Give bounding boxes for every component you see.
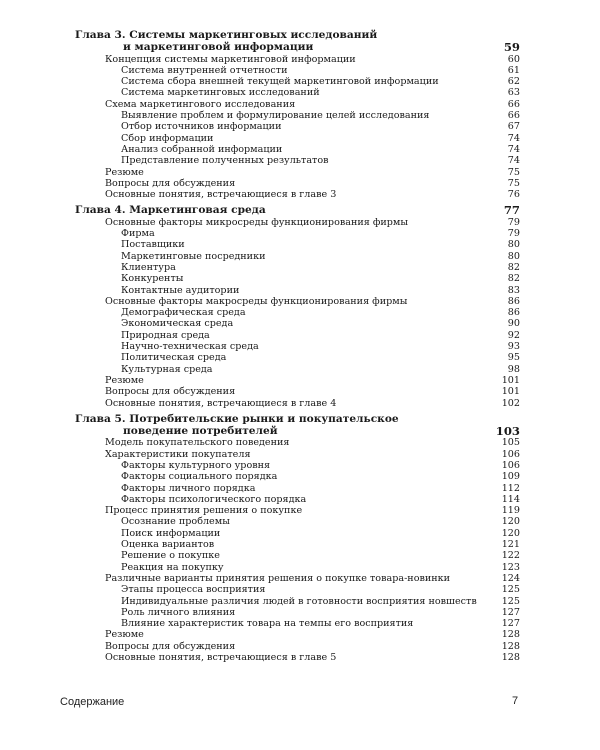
toc-entry <box>75 251 520 262</box>
toc-entry-title: Основные понятия, встречающиеся в главе 5 <box>105 652 337 664</box>
toc-entry <box>75 471 520 482</box>
toc-entry <box>75 607 520 618</box>
toc-entry-page: 120 <box>501 527 520 539</box>
toc-entry <box>75 596 520 607</box>
toc-entry-title: Научно-техническая среда <box>121 341 259 353</box>
toc-entry-page: 125 <box>501 584 520 596</box>
toc-entry-page: 79 <box>507 216 520 228</box>
toc-entry-title: Основные понятия, встречающиеся в главе 3 <box>105 189 337 201</box>
toc-entry-title: Резюме <box>105 629 144 641</box>
toc-entry-title: Поиск информации <box>121 527 221 539</box>
toc-entry-page: 82 <box>507 261 520 273</box>
toc-entry-page: 124 <box>501 572 520 584</box>
toc-entry <box>75 494 520 505</box>
toc-entry-title: Осознание проблемы <box>121 516 230 528</box>
toc-entry-title: Отбор источников информации <box>121 121 282 133</box>
toc-entry-title: Маркетинговые посредники <box>121 250 266 262</box>
toc-entry-title: Резюме <box>105 166 144 178</box>
toc-entry-page: 80 <box>507 250 520 262</box>
chapter-heading <box>75 425 520 437</box>
toc-entry <box>75 133 520 144</box>
toc-entry <box>75 516 520 527</box>
toc-entry-page: 127 <box>501 618 520 630</box>
toc-entry-title: Факторы социального порядка <box>121 471 278 483</box>
toc-entry-page: 63 <box>507 87 520 99</box>
toc-entry-title: Поставщики <box>121 239 185 251</box>
toc-entry-page: 59 <box>503 40 520 55</box>
toc-entry-page: 77 <box>503 203 520 218</box>
toc-entry <box>75 99 520 110</box>
toc-entry <box>75 65 520 76</box>
toc-entry-page: 60 <box>507 53 520 65</box>
toc-entry-page: 109 <box>501 471 520 483</box>
toc-entry-title: Сбор информации <box>121 132 214 144</box>
toc-entry <box>75 54 520 65</box>
toc-entry <box>75 239 520 250</box>
toc-entry <box>75 528 520 539</box>
toc-entry <box>75 217 520 228</box>
toc-entry <box>75 562 520 573</box>
table-of-contents <box>75 29 520 663</box>
toc-entry-title: Культурная среда <box>121 363 213 375</box>
toc-entry-title: Природная среда <box>121 329 210 341</box>
running-footer-section: Содержание <box>60 696 125 708</box>
toc-entry-title: Характеристики покупателя <box>105 448 251 460</box>
toc-entry <box>75 386 520 397</box>
toc-entry-page: 74 <box>507 143 520 155</box>
toc-entry <box>75 539 520 550</box>
toc-entry <box>75 273 520 284</box>
toc-entry <box>75 641 520 652</box>
chapter-heading <box>75 41 520 53</box>
toc-entry <box>75 144 520 155</box>
toc-entry-title: Основные понятия, встречающиеся в главе 4 <box>105 397 337 409</box>
toc-entry-title: Контактные аудитории <box>121 284 240 296</box>
toc-entry <box>75 398 520 409</box>
toc-entry-page: 75 <box>507 166 520 178</box>
toc-entry-page: 62 <box>507 76 520 88</box>
toc-entry-page: 106 <box>501 459 520 471</box>
toc-entry-title: Резюме <box>105 374 144 386</box>
toc-entry-title: Роль личного влияния <box>121 606 236 618</box>
toc-entry-title: и маркетинговой информации <box>123 41 314 54</box>
toc-entry-title: Система сбора внешней текущей маркетинговой информации <box>121 76 439 88</box>
toc-entry-page: 119 <box>501 505 520 517</box>
toc-entry-title: Различные варианты принятия решения о покупке товара-новинки <box>105 572 451 584</box>
toc-entry-title: Глава 4. Маркетинговая среда <box>75 204 266 217</box>
toc-entry <box>75 307 520 318</box>
toc-entry-page: 66 <box>507 110 520 122</box>
toc-entry-title: Факторы личного порядка <box>121 482 256 494</box>
toc-entry-title: поведение потребителей <box>123 425 278 438</box>
toc-entry-title: Анализ собранной информации <box>121 143 283 155</box>
toc-entry-page: 86 <box>507 295 520 307</box>
toc-entry-page: 128 <box>501 652 520 664</box>
toc-entry-title: Концепция системы маркетинговой информации <box>105 53 356 65</box>
toc-entry <box>75 296 520 307</box>
toc-entry <box>75 285 520 296</box>
toc-entry-title: Схема маркетингового исследования <box>105 98 296 110</box>
toc-entry-page: 79 <box>507 228 520 240</box>
toc-entry-title: Факторы психологического порядка <box>121 493 307 505</box>
toc-entry-page: 128 <box>501 629 520 641</box>
toc-entry-title: Система внутренней отчетности <box>121 64 288 76</box>
toc-entry-title: Модель покупательского поведения <box>105 437 290 449</box>
toc-entry <box>75 505 520 516</box>
toc-entry-title: Основные факторы макросреды функционирования фирмы <box>105 295 408 307</box>
toc-entry <box>75 618 520 629</box>
toc-entry <box>75 584 520 595</box>
toc-entry-title: Вопросы для обсуждения <box>105 386 236 398</box>
toc-entry-page: 83 <box>507 284 520 296</box>
toc-entry-title: Клиентура <box>121 261 176 273</box>
toc-entry-title: Экономическая среда <box>121 318 234 330</box>
toc-entry-title: Вопросы для обсуждения <box>105 640 236 652</box>
toc-entry-page: 114 <box>501 493 520 505</box>
toc-entry-page: 105 <box>501 437 520 449</box>
toc-entry-title: Вопросы для обсуждения <box>105 177 236 189</box>
toc-entry-page: 66 <box>507 98 520 110</box>
toc-entry <box>75 330 520 341</box>
toc-entry-page: 101 <box>501 386 520 398</box>
toc-entry-page: 112 <box>501 482 520 494</box>
toc-entry-title: Реакция на покупку <box>121 561 224 573</box>
toc-entry-page: 123 <box>501 561 520 573</box>
chapter-heading <box>75 413 520 425</box>
toc-entry-title: Демографическая среда <box>121 307 246 319</box>
toc-entry-page: 61 <box>507 64 520 76</box>
toc-entry-title: Глава 3. Системы маркетинговых исследований <box>75 29 378 41</box>
toc-entry-page: 98 <box>507 363 520 375</box>
toc-entry-title: Фирма <box>121 228 155 240</box>
toc-entry <box>75 375 520 386</box>
toc-entry <box>75 121 520 132</box>
toc-entry-page: 74 <box>507 132 520 144</box>
toc-entry-title: Оценка вариантов <box>121 539 215 551</box>
toc-entry <box>75 155 520 166</box>
toc-entry <box>75 318 520 329</box>
toc-entry <box>75 460 520 471</box>
chapter-heading <box>75 29 520 41</box>
toc-entry <box>75 573 520 584</box>
toc-entry-title: Влияние характеристик товара на темпы его восприятия <box>121 618 414 630</box>
toc-entry-page: 103 <box>495 424 520 439</box>
toc-entry-page: 127 <box>501 606 520 618</box>
toc-entry-title: Представление полученных результатов <box>121 155 329 167</box>
toc-entry <box>75 652 520 663</box>
toc-entry <box>75 341 520 352</box>
toc-entry <box>75 629 520 640</box>
toc-entry-page: 93 <box>507 341 520 353</box>
toc-entry-page: 102 <box>501 397 520 409</box>
toc-entry-page: 106 <box>501 448 520 460</box>
page-number: 7 <box>512 695 519 707</box>
toc-entry-title: Решение о покупке <box>121 550 220 562</box>
toc-entry-title: Факторы культурного уровня <box>121 459 271 471</box>
toc-entry <box>75 228 520 239</box>
toc-entry <box>75 364 520 375</box>
toc-entry-title: Индивидуальные различия людей в готовности восприятия новшеств <box>121 595 477 607</box>
toc-entry-page: 74 <box>507 155 520 167</box>
toc-entry-title: Система маркетинговых исследований <box>121 87 320 99</box>
toc-entry-page: 82 <box>507 273 520 285</box>
toc-entry-page: 125 <box>501 595 520 607</box>
toc-entry <box>75 550 520 561</box>
chapter-heading <box>75 204 520 216</box>
toc-entry-page: 75 <box>507 177 520 189</box>
toc-entry-title: Выявление проблем и формулирование целей исследования <box>121 110 430 122</box>
toc-entry <box>75 352 520 363</box>
toc-entry-page: 76 <box>507 189 520 201</box>
toc-entry-page: 80 <box>507 239 520 251</box>
toc-entry-page: 128 <box>501 640 520 652</box>
toc-entry-page: 67 <box>507 121 520 133</box>
toc-entry-title: Глава 5. Потребительские рынки и покупательское <box>75 412 399 425</box>
toc-entry <box>75 178 520 189</box>
toc-entry <box>75 76 520 87</box>
toc-entry-page: 101 <box>501 374 520 386</box>
toc-entry-title: Этапы процесса восприятия <box>121 584 266 596</box>
toc-entry-page: 86 <box>507 307 520 319</box>
toc-entry-page: 90 <box>507 318 520 330</box>
toc-entry-page: 95 <box>507 352 520 364</box>
toc-entry <box>75 189 520 200</box>
toc-entry <box>75 483 520 494</box>
toc-entry-page: 120 <box>501 516 520 528</box>
toc-entry-page: 92 <box>507 329 520 341</box>
toc-entry <box>75 87 520 98</box>
toc-entry-page: 121 <box>501 539 520 551</box>
toc-entry <box>75 262 520 273</box>
toc-entry <box>75 437 520 448</box>
toc-entry-page: 122 <box>501 550 520 562</box>
toc-entry <box>75 167 520 178</box>
toc-entry-title: Конкуренты <box>121 273 184 285</box>
toc-entry <box>75 110 520 121</box>
toc-entry-title: Процесс принятия решения о покупке <box>105 505 303 517</box>
toc-entry-title: Политическая среда <box>121 352 227 364</box>
toc-entry-title: Основные факторы микросреды функционирования фирмы <box>105 216 408 228</box>
toc-entry <box>75 449 520 460</box>
